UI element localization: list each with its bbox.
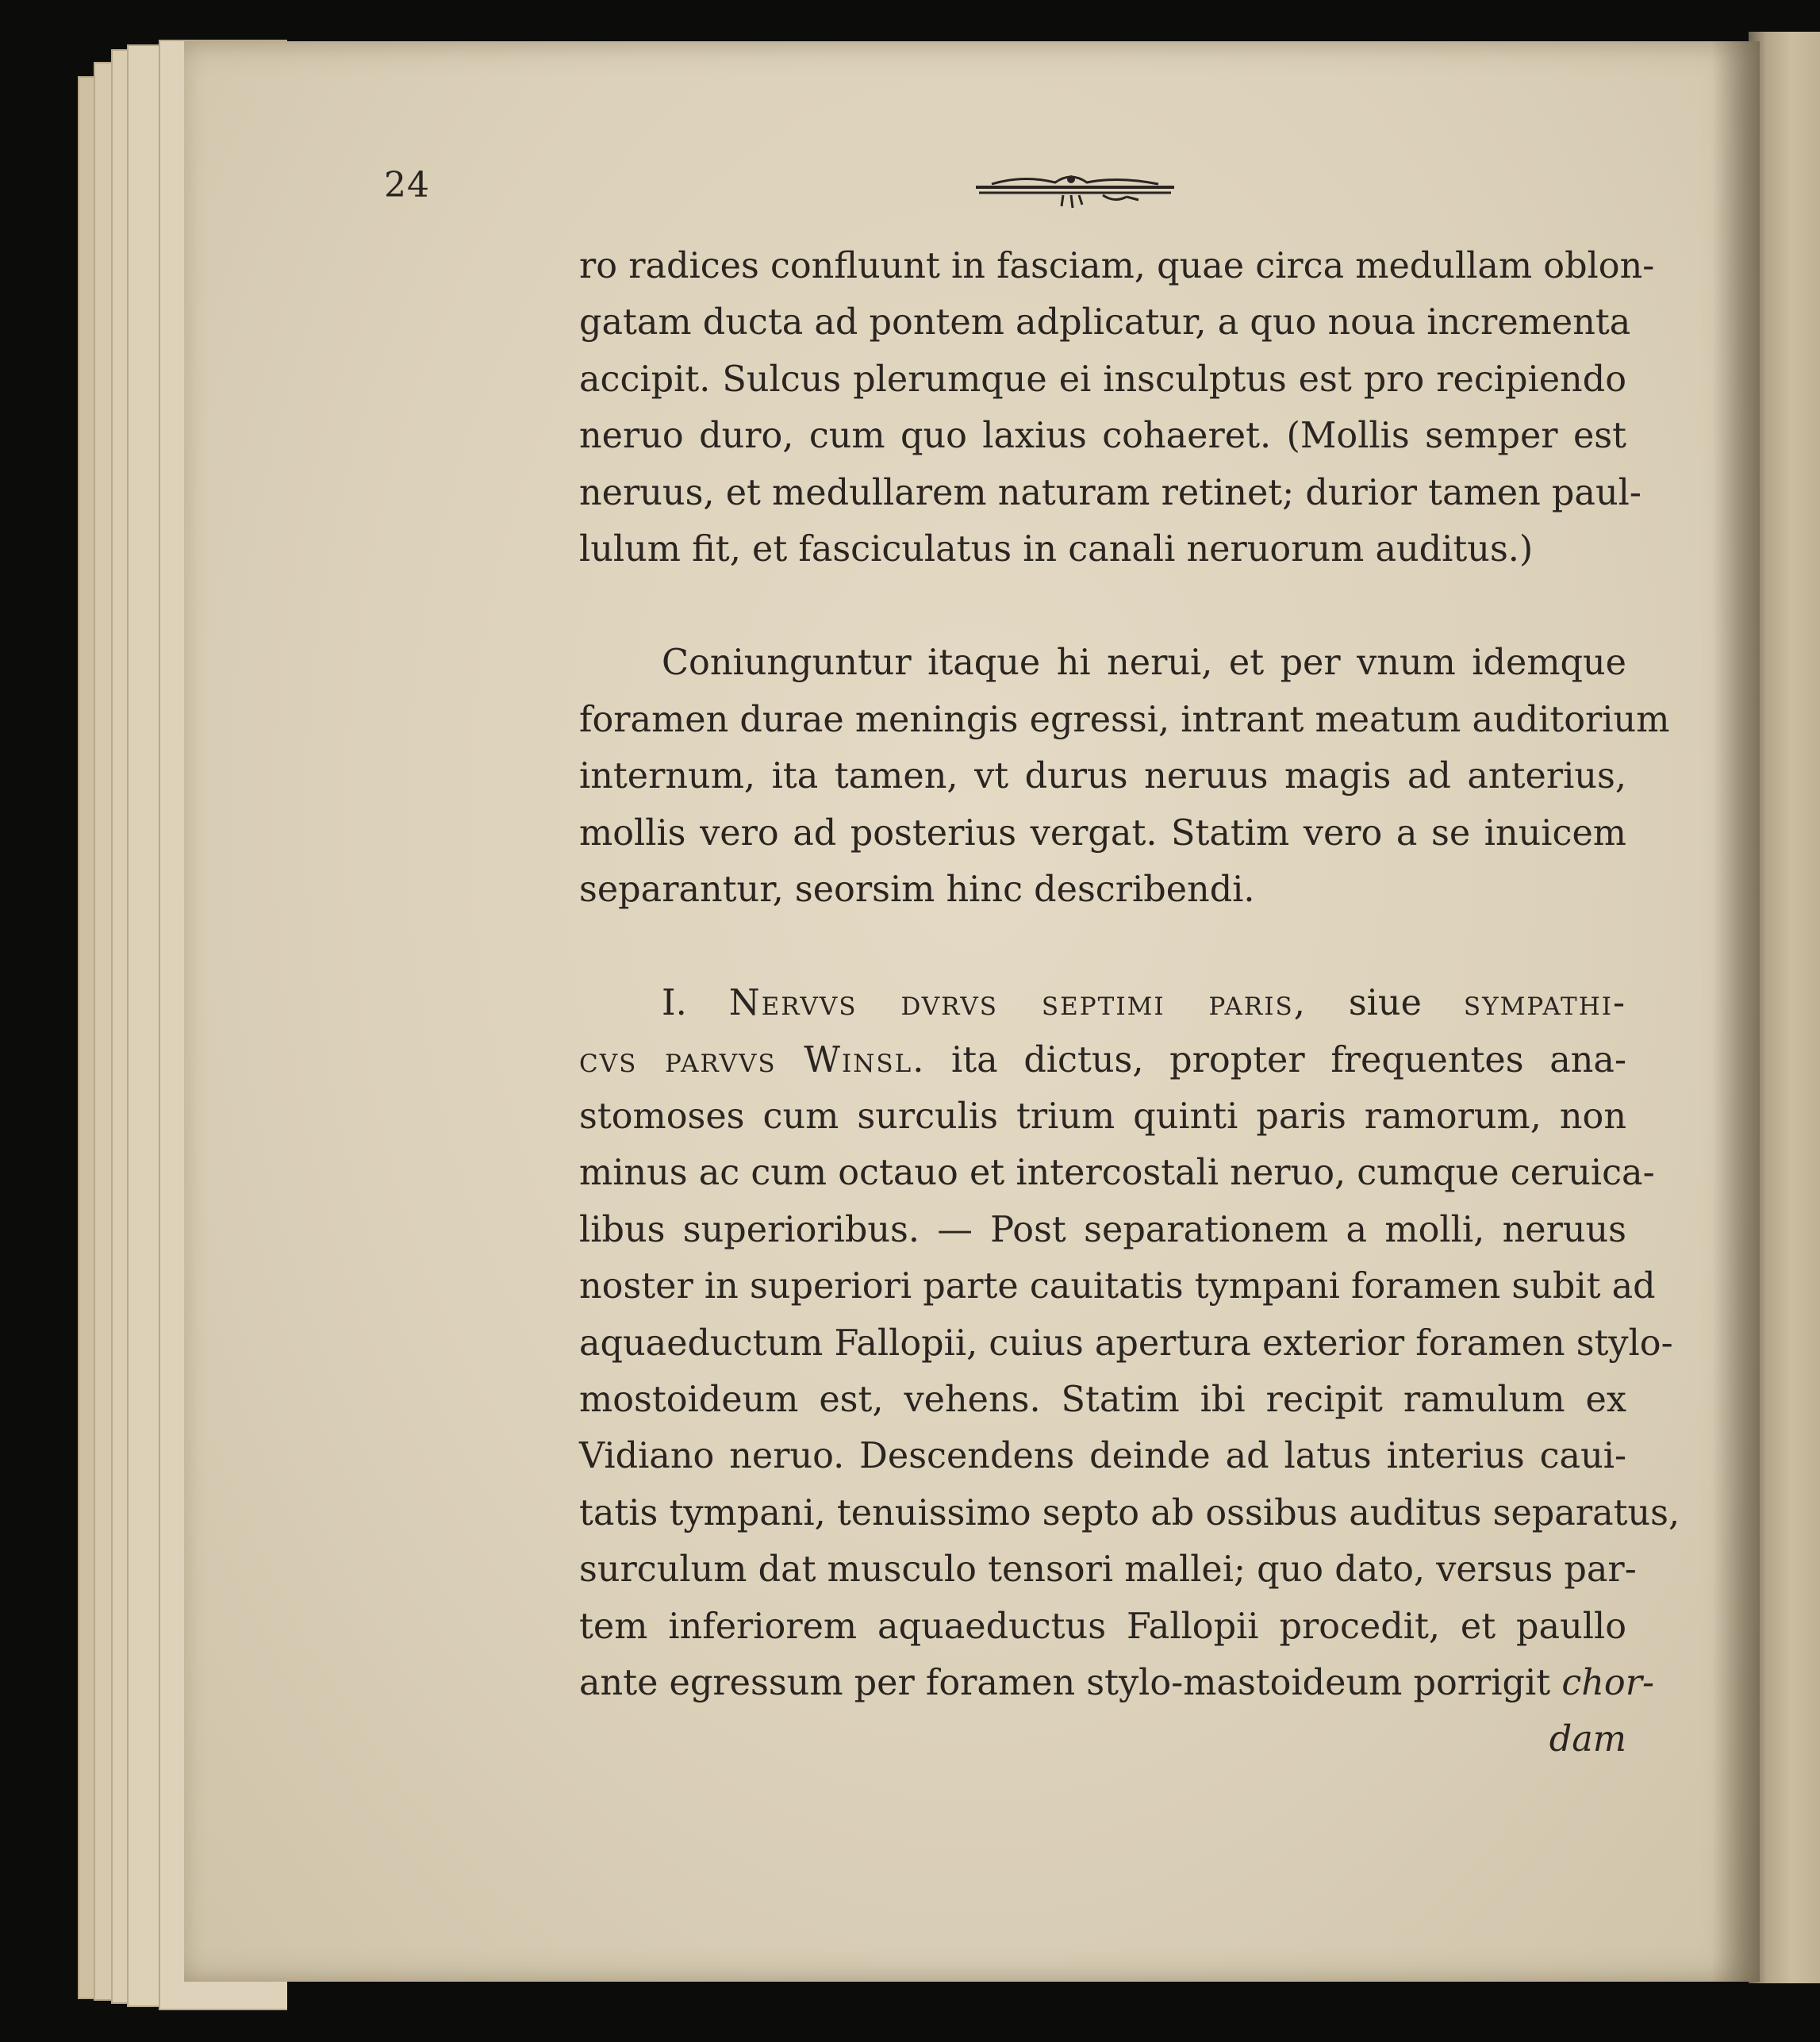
body-text: [579, 238, 1680, 1768]
text-line: [579, 1655, 1655, 1711]
section-alias-continued: cvs parvvs Winsl.: [579, 1039, 926, 1080]
catchword: dam: [1549, 1719, 1626, 1760]
text-line: neruus, et medullarem naturam retinet; durior tamen paul-: [579, 472, 1641, 513]
text-line: Coniunguntur itaque hi nerui, et per vnum idemque: [662, 643, 1626, 684]
text-line: [579, 1032, 1626, 1088]
gutter-shadow: [1712, 41, 1760, 1982]
ornament-icon: [976, 163, 1174, 211]
text-line: ro radices confluunt in fasciam, quae circa medullam oblon-: [579, 246, 1655, 286]
text-line: foramen durae meningis egressi, intrant meatum auditorium: [579, 699, 1670, 740]
section-conjunction: siue: [1348, 983, 1422, 1024]
text-line: mostoideum est, vehens. Statim ibi recipit ramulum ex: [579, 1380, 1626, 1421]
paragraph-gap: [579, 578, 1626, 635]
text-fragment: ante egressum per foramen stylo-mastoideum porrigit: [579, 1662, 1551, 1703]
text-line: separantur, seorsim hinc describendi.: [579, 869, 1255, 910]
text-line: accipit. Sulcus plerumque ei insculptus est pro recipiendo: [579, 359, 1626, 400]
text-line: tatis tympani, tenuissimo septo ab ossibus auditus separatus,: [579, 1492, 1680, 1533]
section-title: Nervvs dvrvs septimi paris,: [728, 983, 1307, 1024]
text-line: noster in superiori parte cauitatis tympani foramen subit ad: [579, 1266, 1656, 1307]
text-fragment: ita dictus, propter frequentes ana-: [951, 1039, 1626, 1080]
page-number: 24: [384, 165, 430, 205]
section-heading-line: [579, 975, 1626, 1031]
italic-term: chor-: [1561, 1662, 1655, 1703]
section-alias: sympathi-: [1463, 983, 1627, 1024]
text-line: stomoses cum surculis trium quinti paris ramorum, non: [579, 1096, 1626, 1138]
text-line: neruo duro, cum quo laxius cohaeret. (Mollis semper est: [579, 416, 1626, 457]
text-line: internum, ita tamen, vt durus neruus magis ad anterius,: [579, 756, 1626, 797]
text-line: gatam ducta ad pontem adplicatur, a quo noua incrementa: [579, 302, 1631, 344]
text-line: minus ac cum octauo et intercostali neruo, cumque ceruica-: [579, 1153, 1655, 1194]
text-line: tem inferiorem aquaeductus Fallopii procedit, et paullo: [579, 1606, 1626, 1647]
section-number: I.: [662, 983, 687, 1024]
text-line: Vidiano neruo. Descendens deinde ad latus interius caui-: [579, 1436, 1626, 1477]
paragraph-gap: [579, 918, 1626, 975]
text-line: aquaeductum Fallopii, cuius apertura exterior foramen stylo-: [579, 1322, 1673, 1364]
text-line: lulum fit, et fasciculatus in canali neruorum auditus.): [579, 528, 1534, 570]
text-line: mollis vero ad posterius vergat. Statim vero a se inuicem: [579, 812, 1626, 854]
text-line: surculum dat musculo tensori mallei; quo dato, versus par-: [579, 1549, 1637, 1591]
text-line: libus superioribus. — Post separationem a molli, neruus: [579, 1209, 1626, 1250]
